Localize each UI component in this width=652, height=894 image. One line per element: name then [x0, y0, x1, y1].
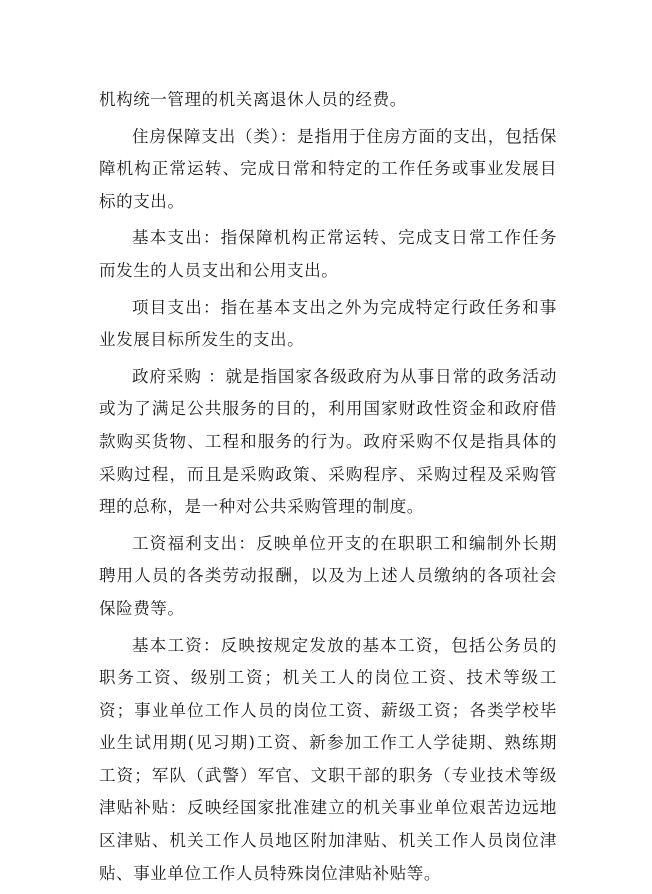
paragraph-basic-wage: 基本工资：反映按规定发放的基本工资，包括公务员的职务工资、级别工资；机关工人的岗位工资、技术等级工资；事业单位工作人员的岗位工资、薪级工资；各类学校毕业生试用期(见习期)工资、新参加工作工人学徒期、熟练期工资；军队（武警）军官、文职干部的职务（专业技术等级津贴补贴：反映经国家批准建立的机关事业单位艰苦边远地区津贴、机关工作人员地区附加津贴、机关工作人员岗位津贴、事业单位工作人员特殊岗位津贴补贴等。 — [99, 635, 557, 883]
paragraph-project-expenditure: 项目支出：指在基本支出之外为完成特定行政任务和事业发展目标所发生的支出。 — [99, 297, 557, 350]
document-body — [99, 84, 557, 894]
paragraph-government-procurement: 政府采购 ：就是指国家各级政府为从事日常的政务活动或为了满足公共服务的目的，利用国家财政性资金和政府借款购买货物、工程和服务的行为。政府采购不仅是指具体的采购过程，而且是采购政策、采购程序、采购过程及采购管理的总称，是一种对公共采购管理的制度。 — [99, 366, 557, 517]
paragraph-retiree-funds: 机构统一管理的机关离退休人员的经费。 — [99, 90, 407, 109]
paragraph-housing-expenditure: 住房保障支出（类）：是指用于住房方面的支出，包括保障机构正常运转、完成日常和特定的工作任务或事业发展目标的支出。 — [99, 126, 557, 211]
paragraph-wage-welfare: 工资福利支出：反映单位开支的在职职工和编制外长期聘用人员的各类劳动报酬，以及为上述人员缴纳的各项社会保险费等。 — [99, 533, 557, 618]
paragraph-basic-expenditure: 基本支出：指保障机构正常运转、完成支日常工作任务而发生的人员支出和公用支出。 — [99, 228, 557, 280]
